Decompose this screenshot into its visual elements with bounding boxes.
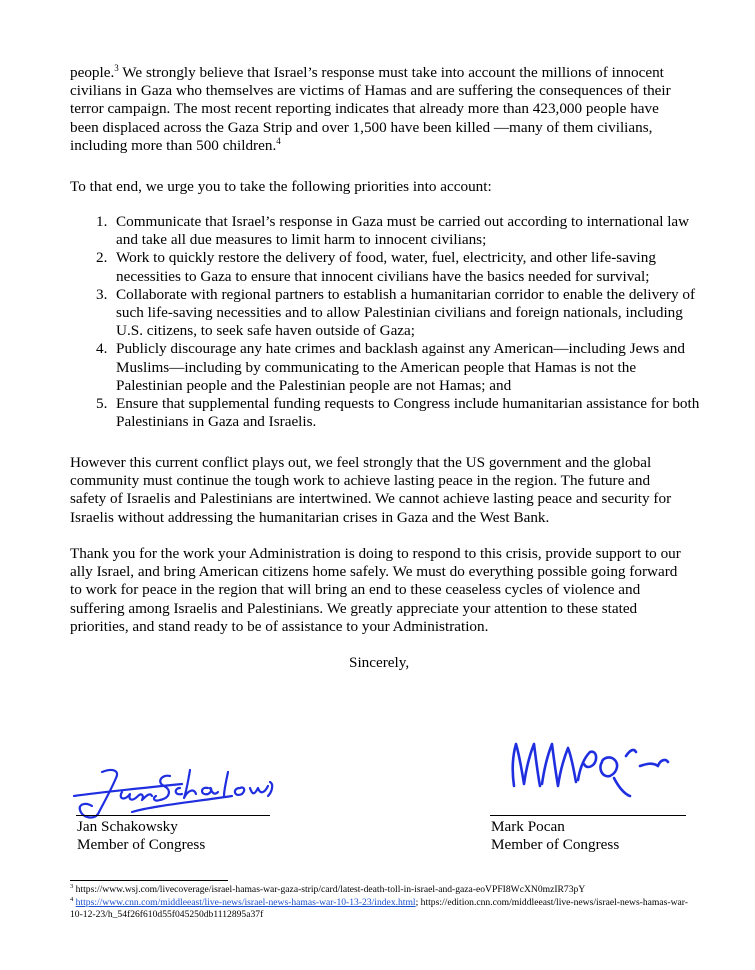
list-item [70,340,700,395]
paragraph-civilians [70,64,690,155]
signature-pocan [500,732,670,804]
list-number: 5. [96,395,108,413]
signatory-title: Member of Congress [491,836,620,853]
signatory-name: Jan Schakowsky [77,818,178,835]
list-number: 4. [96,340,108,358]
list-item [70,249,700,285]
priorities-list [70,213,700,431]
signature-line [490,815,686,816]
paragraph-thank-you: Thank you for the work your Administration is doing to respond to this crisis, provide support to our ally Israel, and bring American citizens home safely. We must do everything possible going forward to work for peace in the region that will bring an end to these ceaseless cycles of violence and suffering among Israelis and Palestinians. We greatly appreciate your attention to these stated priorities, and stand ready to be of assistance to your Administration. [70,545,681,635]
paragraph-text: people. [70,64,115,81]
footnote-number: 4 [70,895,74,903]
paragraph-lasting-peace: However this current conflict plays out, we feel strongly that the US government and the global community must continue the tough work to achieve lasting peace in the region. The future and safety of Israelis and Palestinians are intertwined. We cannot achieve lasting peace and security for Israelis without addressing the humanitarian crises in Gaza and the West Bank. [70,454,672,526]
list-number: 3. [96,285,108,303]
footnote-divider [70,880,228,881]
footnote-url: ; https://edition.cnn.com/middleeast/live-news/israel-news-hamas-war-10-12-23/h_54f26f610d55f045250db1112895a37f [70,896,688,920]
list-item-text: Work to quickly restore the delivery of food, water, fuel, electricity, and other life-saving necessities to Gaza to ensure that innocent civilians have the basics needed for survival; [116,249,656,285]
footnote-url: https://www.wsj.com/livecoverage/israel-hamas-war-gaza-strip/card/latest-death-toll-in-israel-and-gaza-eoVPFI8WcXN0mzIR73pY [75,884,586,895]
footnote-3 [70,884,700,897]
footnote-4 [70,897,700,922]
signatory-name: Mark Pocan [491,818,565,835]
footnotes [70,884,700,922]
closing-salutation: Sincerely, [349,654,410,671]
footnote-number: 3 [70,882,74,890]
paragraph-text: We strongly believe that Israel’s response must take into account the millions of innocent civilians in Gaza who themselves are victims of Hamas and are suffering the consequences of their terror campaign. The most recent reporting indicates that already more than 423,000 people have been displaced across the Gaza Strip and over 1,500 have been killed —many of them civilians, including more than 500 children. [70,64,671,154]
list-item-text: Ensure that supplemental funding requests to Congress include humanitarian assistance for both Palestinians in Gaza and Israelis. [116,395,700,431]
list-item-text: Collaborate with regional partners to establish a humanitarian corridor to enable the delivery of such life-saving necessities and to allow Palestinian civilians and foreign nationals, including U.S. citizens, to seek safe haven outside of Gaza; [116,285,696,340]
list-number: 1. [96,213,108,230]
footnote-ref-3[interactable]: 3 [114,62,119,73]
list-item-text: Publicly discourage any hate crimes and backlash against any American—including Jews and Muslims—including by communicating to the American people that Hamas is not the Palestinian people and the Palestinian people are not Hamas; and [116,340,685,394]
list-item [70,395,700,431]
paragraph-priorities-intro: To that end, we urge you to take the following priorities into account: [70,178,492,195]
list-number: 2. [96,249,108,267]
list-item-text: Communicate that Israel’s response in Gaza must be carried out according to international law and take all due measures to limit harm to innocent civilians; [116,213,690,249]
signature-line [76,815,270,816]
list-item [70,213,700,249]
list-item [70,286,700,341]
footnote-link[interactable]: https://www.cnn.com/middleeast/live-news/israel-news-hamas-war-10-13-23/index.html [75,896,416,908]
signatory-title: Member of Congress [77,836,206,853]
footnote-ref-4[interactable]: 4 [276,135,281,146]
